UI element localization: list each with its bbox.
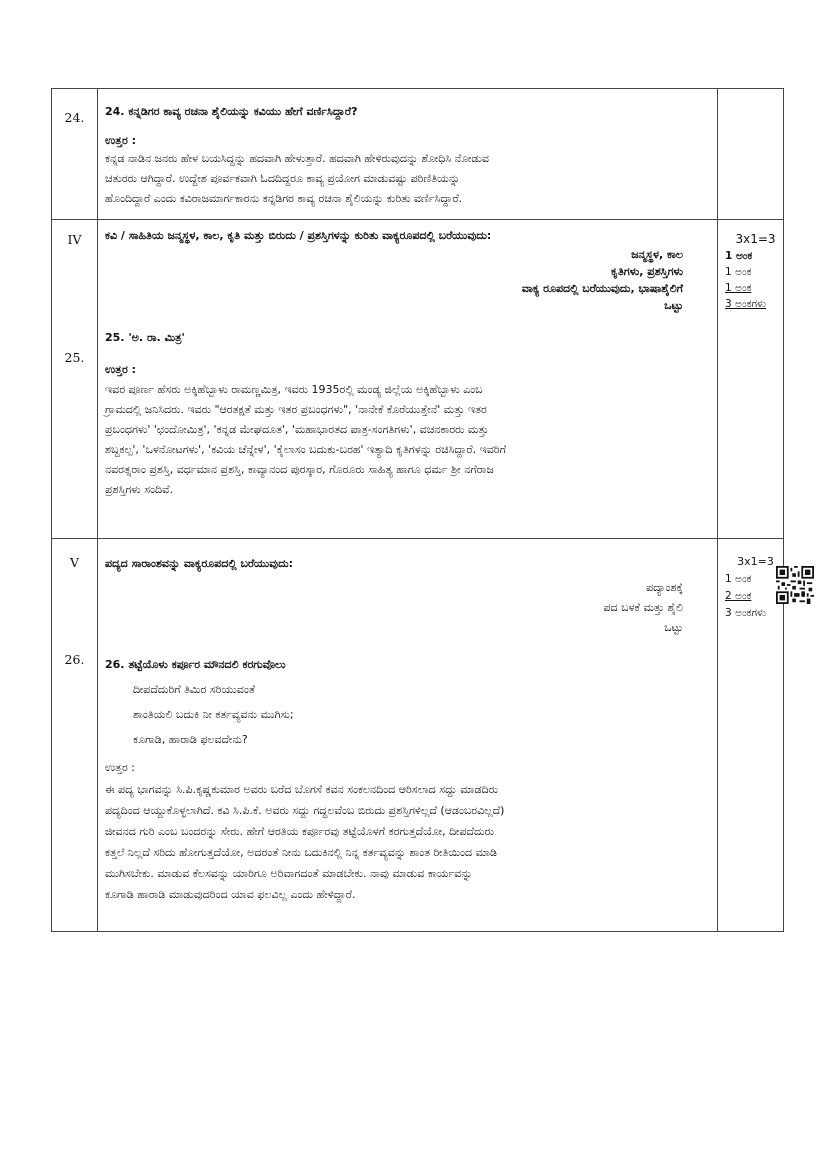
answer-label: ಉತ್ತರ : <box>105 761 135 774</box>
marks-cell <box>718 89 784 220</box>
criteria-item: ಒಟ್ಟು <box>664 299 683 312</box>
mark-item: 3 ಅಂಕಗಳು <box>725 298 767 310</box>
mark-item: 2 ಅಂಕ <box>725 590 752 602</box>
marks-total: 3x1=3 <box>735 232 776 246</box>
question-number: 24. <box>64 110 85 125</box>
section-roman: IV <box>67 232 82 247</box>
answer-line: ನವರತ್ನರಾಂ ಪ್ರಶಸ್ತಿ, ವರ್ಧಮಾನ ಪ್ರಶಸ್ತಿ, ಕಾವ್ಯಾನಂದ ಪುರಸ್ಕಾರ, ಗೊರೂರು ಸಾಹಿತ್ಯ ಹಾಗೂ ಧರ್ಮ ಶ್ರೀ ನಗೆರಾಜ <box>105 463 494 476</box>
criteria-item: ಪದ ಬಳಕೆ ಮತ್ತು ಶೈಲಿ <box>603 601 683 614</box>
question-number: 25. <box>64 350 85 365</box>
answer-line: ಕೂಗಾಡಿ ಹಾರಾಡಿ ಮಾಡುವುದರಿಂದ ಯಾವ ಫಲವಿಲ್ಲ ಎಂದು ಹೇಳಿದ್ದಾರೆ. <box>105 888 356 901</box>
section-content-cell <box>98 539 718 932</box>
question-text: 25. 'ಅ. ರಾ. ಮಿತ್ರ' <box>105 331 185 344</box>
answer-line: ಇವರ ಪೂರ್ಣ ಹೆಸರು ಅಕ್ಕಿಹೆಬ್ಬಾಳು ರಾಮಣ್ಣಮಿತ್ರ, ಇವರು 1935ರಲ್ಲಿ ಮಂಡ್ಯ ಜಿಲ್ಲೆಯ ಅಕ್ಕಿಹೆಬ್ಬಾಳು ಎಂಬ <box>105 383 483 396</box>
mark-item: 1 ಅಂಕ <box>725 573 752 585</box>
question-text: 24. ಕನ್ನಡಿಗರ ಕಾವ್ಯ ರಚನಾ ಶೈಲಿಯನ್ನು ಕವಿಯು ಹೇಗೆ ವರ್ಣಿಸಿದ್ದಾರೆ? <box>105 105 358 118</box>
criteria-list <box>98 246 717 314</box>
section-row-v <box>52 539 784 932</box>
marks-total: 3x1=3 <box>737 555 774 568</box>
answer-line: ಹೊಂದಿದ್ದಾರೆ ಎಂದು ಕವಿರಾಜಮಾರ್ಗಕಾರನು ಕನ್ನಡಿಗರ ಕಾವ್ಯ ರಚನಾ ಶೈಲಿಯನ್ನು ಕುರಿತು ವರ್ಣಿಸಿದ್ದಾರೆ. <box>105 192 463 205</box>
marks-breakdown <box>718 248 783 312</box>
mark-item: 1 ಅಂಕ <box>725 266 752 278</box>
qr-code-icon <box>776 566 814 604</box>
answer-line: ಗ್ರಾಮದಲ್ಲಿ ಜನಿಸಿದರು. ಇವರು "ಆರತಕ್ಷತೆ ಮತ್ತು ಇತರ ಪ್ರಬಂಧಗಳು", 'ನಾನೇಕೆ ಕೊರೆಯುತ್ತೇನೆ' ಮತ್ತು ಇತರ <box>105 403 487 416</box>
poem-line: ದೀಪದೆದುರಿಗೆ ತಿಮಿರ ಸರಿಯುವಂತೆ <box>133 683 255 696</box>
section-roman: V <box>69 555 80 570</box>
section-heading: ಕವಿ / ಸಾಹಿತಿಯ ಜನ್ಮಸ್ಥಳ, ಕಾಲ, ಕೃತಿ ಮತ್ತು ಬಿರುದು / ಪ್ರಶಸ್ತಿಗಳನ್ನು ಕುರಿತು ವಾಕ್ಯರೂಪದಲ್ಲಿ ಬರೆಯುವುದು: <box>105 229 492 242</box>
answer-line: ಪ್ರಶಸ್ತಿಗಳು ಸಂದಿವೆ. <box>105 483 174 496</box>
question-number: 26. <box>64 652 85 667</box>
answer-text <box>98 380 717 500</box>
question-content-cell <box>98 89 718 220</box>
answer-line: ಜೀವನದ ಗುರಿ ಎಂಬ ಬಂದರನ್ನು ಸೇರು. ಹೇಗೆ ಆರತಿಯ ಕರ್ಪೂರವು ತಟ್ಟೆಯೊಳಗೆ ಕರಗುತ್ತದೆಯೋ, ದೀಪದೆದುರು <box>105 825 494 838</box>
criteria-item: ಪದ್ಯಾಂಶಕ್ಕೆ <box>646 581 683 594</box>
mark-item: 3 ಅಂಕಗಳು <box>725 607 767 619</box>
answer-line: ಶಬ್ದಕಲ್ಪ', 'ಒಳನೋಟಗಳು', 'ಕವಿಯ ಚೆನ್ನೇಳ', 'ಕೈಲಾಸಂ ಬದುಕು-ಬರಹ' ಇತ್ಯಾದಿ ಕೃತಿಗಳನ್ನು ರಚಿಸಿದ್ದಾರೆ. ಇವರಿಗೆ <box>105 443 507 456</box>
answer-line: ಪದ್ಯದಿಂದ ಆಯ್ದುಕೊಳ್ಳಲಾಗಿದೆ. ಕವಿ ಸಿ.ಪಿ.ಕೆ. ಅವರು ಸದ್ದು ಗದ್ದಲವೆಂಬ ಬಿರುದು ಪ್ರಶಸ್ತಿಗಳಿಲ್ಲದೆ (ಆಡಂಬರವಿಲ್ಲದೆ) <box>105 804 505 817</box>
criteria-item: ಒಟ್ಟು <box>664 621 683 634</box>
criteria-item: ಜನ್ಮಸ್ಥಳ, ಕಾಲ <box>631 248 683 261</box>
answer-line: ಮುಗಿಸಬೇಕು. ಮಾಡುವ ಕೆಲಸವನ್ನು ಯಾರಿಗೂ ಅರಿವಾಗದಂತೆ ಮಾಡಬೇಕು. ನಾವು ಮಾಡುವ ಕಾರ್ಯವನ್ನು <box>105 867 473 880</box>
answer-text <box>98 149 717 209</box>
marks-cell <box>718 539 784 932</box>
answer-label: ಉತ್ತರ : <box>105 363 136 376</box>
mark-item: 1 ಅಂಕ <box>725 250 753 262</box>
answer-line: ಕತ್ತಲೆ ನಿಲ್ಲದೆ ಸರಿದು ಹೋಗುತ್ತದೆಯೋ, ಅದರಂತೆ ನೀನು ಬದುಕಿನಲ್ಲಿ ನಿನ್ನ ಕರ್ತವ್ಯವನ್ನು ಶಾಂತ ರೀತಿಯಿಂದ ಮಾಡಿ <box>105 846 497 859</box>
answer-text <box>98 779 717 905</box>
marks-breakdown <box>718 571 783 622</box>
answer-line: ಈ ಪದ್ಯ ಭಾಗವನ್ನು ಸಿ.ಪಿ.ಕೃಷ್ಣಕುಮಾರ ಅವರು ಬರೆದ ಬೊಗಸೆ ಕವನ ಸಂಕಲನದಿಂದ ಆರಿಸಲಾದ ಸದ್ದು ಮಾಡದಿರು <box>105 783 498 796</box>
answer-key-table <box>51 88 784 932</box>
answer-line: ಚತುರರು ಆಗಿದ್ದಾರೆ. ಉದ್ದೇಶ ಪೂರ್ವಕವಾಗಿ ಓದದಿದ್ದರೂ ಕಾವ್ಯ ಪ್ರಯೋಗ ಮಾಡುವಷ್ಟು ಪರಿಣಿತಿಯನ್ನು <box>105 172 460 185</box>
poem-line: ಕೂಗಾಡಿ, ಹಾರಾಡಿ ಫಲವದೇನು? <box>133 733 248 746</box>
criteria-item: ವಾಕ್ಯ ರೂಪದಲ್ಲಿ ಬರೆಯುವುದು, ಭಾಷಾಶೈಲಿಗೆ <box>521 282 683 295</box>
section-number-cell <box>52 539 98 932</box>
poem-line: ಶಾಂತಿಯಲಿ ಬದುಕಿ ನೀ ಕರ್ತವ್ಯವನು ಮುಗಿಸು; <box>133 708 294 721</box>
question-row-24 <box>52 89 784 220</box>
criteria-list <box>98 578 717 638</box>
poem-line: 26. ತಟ್ಟೆಯೊಳು ಕರ್ಪೂರ ಮೌನದಲಿ ಕರಗುವೊಲು <box>105 658 286 671</box>
mark-item: 1 ಅಂಕ <box>725 282 752 294</box>
section-number-cell <box>52 220 98 539</box>
answer-line: ಕನ್ನಡ ನಾಡಿನ ಜನರು ಹೇಳ ಬಯಸಿದ್ದನ್ನು ಹದವಾಗಿ ಹೇಳುತ್ತಾರೆ. ಹದವಾಗಿ ಹೇಳಿರುವುದನ್ನು ಶೋಧಿಸಿ ನೋಡುವ <box>105 152 489 165</box>
marks-cell <box>718 220 784 539</box>
answer-line: ಪ್ರಬಂಧಗಳು' 'ಛಂದೋಮಿತ್ರ', 'ಕನ್ನಡ ಮೇಘದೂತ', 'ಮಹಾಭಾರತದ ಪಾತ್ರ-ಸಂಗತಿಗಳು', ವಚನಕಾರರು ಮತ್ತು <box>105 423 489 436</box>
section-row-iv <box>52 220 784 539</box>
answer-label: ಉತ್ತರ : <box>105 134 136 147</box>
question-number-cell <box>52 89 98 220</box>
section-heading: ಪದ್ಯದ ಸಾರಾಂಶವನ್ನು ವಾಕ್ಯರೂಪದಲ್ಲಿ ಬರೆಯುವುದು: <box>105 557 294 570</box>
criteria-item: ಕೃತಿಗಳು, ಪ್ರಶಸ್ತಿಗಳು <box>611 265 683 278</box>
poem <box>98 652 717 752</box>
section-content-cell <box>98 220 718 539</box>
